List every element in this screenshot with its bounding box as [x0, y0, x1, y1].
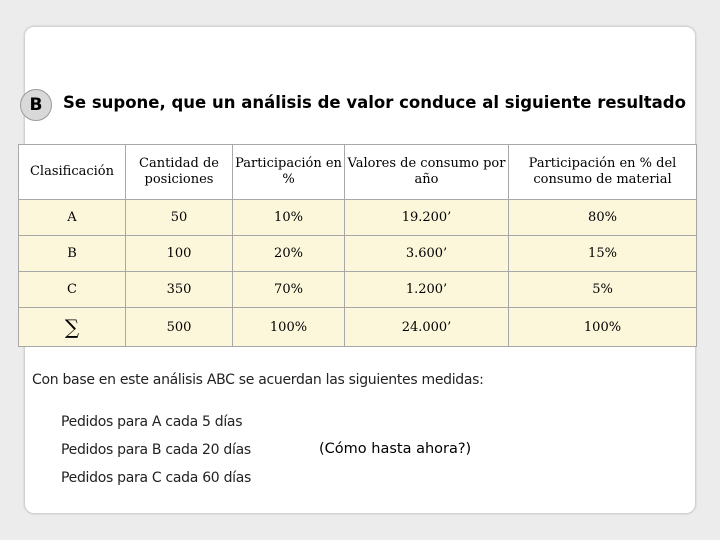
measures-intro: Con base en este análisis ABC se acuerdan las siguientes medidas: — [32, 372, 484, 388]
table-cell: 500 — [126, 308, 233, 347]
table-cell: 15% — [509, 236, 697, 272]
table-row — [19, 200, 697, 236]
table-cell: A — [19, 200, 126, 236]
table-cell: B — [19, 236, 126, 272]
header-participacion-consumo-material: Participación en % del consumo de material — [509, 145, 697, 200]
table-cell: 3.600’ — [345, 236, 509, 272]
table-cell: 100 — [126, 236, 233, 272]
table-cell: 350 — [126, 272, 233, 308]
page-title: Se supone, que un análisis de valor conduce al siguiente resultado — [63, 93, 686, 112]
sigma-symbol: ∑ — [19, 308, 126, 347]
table-cell: 10% — [233, 200, 345, 236]
table-cell: 5% — [509, 272, 697, 308]
table-cell: 20% — [233, 236, 345, 272]
abc-analysis-table — [18, 144, 697, 347]
section-badge: B — [20, 89, 52, 121]
note-text: (Cómo hasta ahora?) — [319, 441, 472, 457]
table-cell: 100% — [509, 308, 697, 347]
table-row — [19, 236, 697, 272]
measure-item: Pedidos para A cada 5 días — [61, 414, 243, 430]
measure-item: Pedidos para C cada 60 días — [61, 470, 252, 486]
header-cantidad-posiciones: Cantidad de posiciones — [126, 145, 233, 200]
table-cell: 1.200’ — [345, 272, 509, 308]
table-row — [19, 272, 697, 308]
table-cell: 70% — [233, 272, 345, 308]
header-participacion: Participación en % — [233, 145, 345, 200]
table-cell: 80% — [509, 200, 697, 236]
header-valores-consumo: Valores de consumo por año — [345, 145, 509, 200]
table-cell: C — [19, 272, 126, 308]
table-header-row — [19, 145, 697, 200]
table-cell: 19.200’ — [345, 200, 509, 236]
table-cell: 100% — [233, 308, 345, 347]
measure-item: Pedidos para B cada 20 días — [61, 442, 251, 458]
table-row-total — [19, 308, 697, 347]
table-cell: 24.000’ — [345, 308, 509, 347]
header-clasificacion: Clasificación — [19, 145, 126, 200]
table-cell: 50 — [126, 200, 233, 236]
